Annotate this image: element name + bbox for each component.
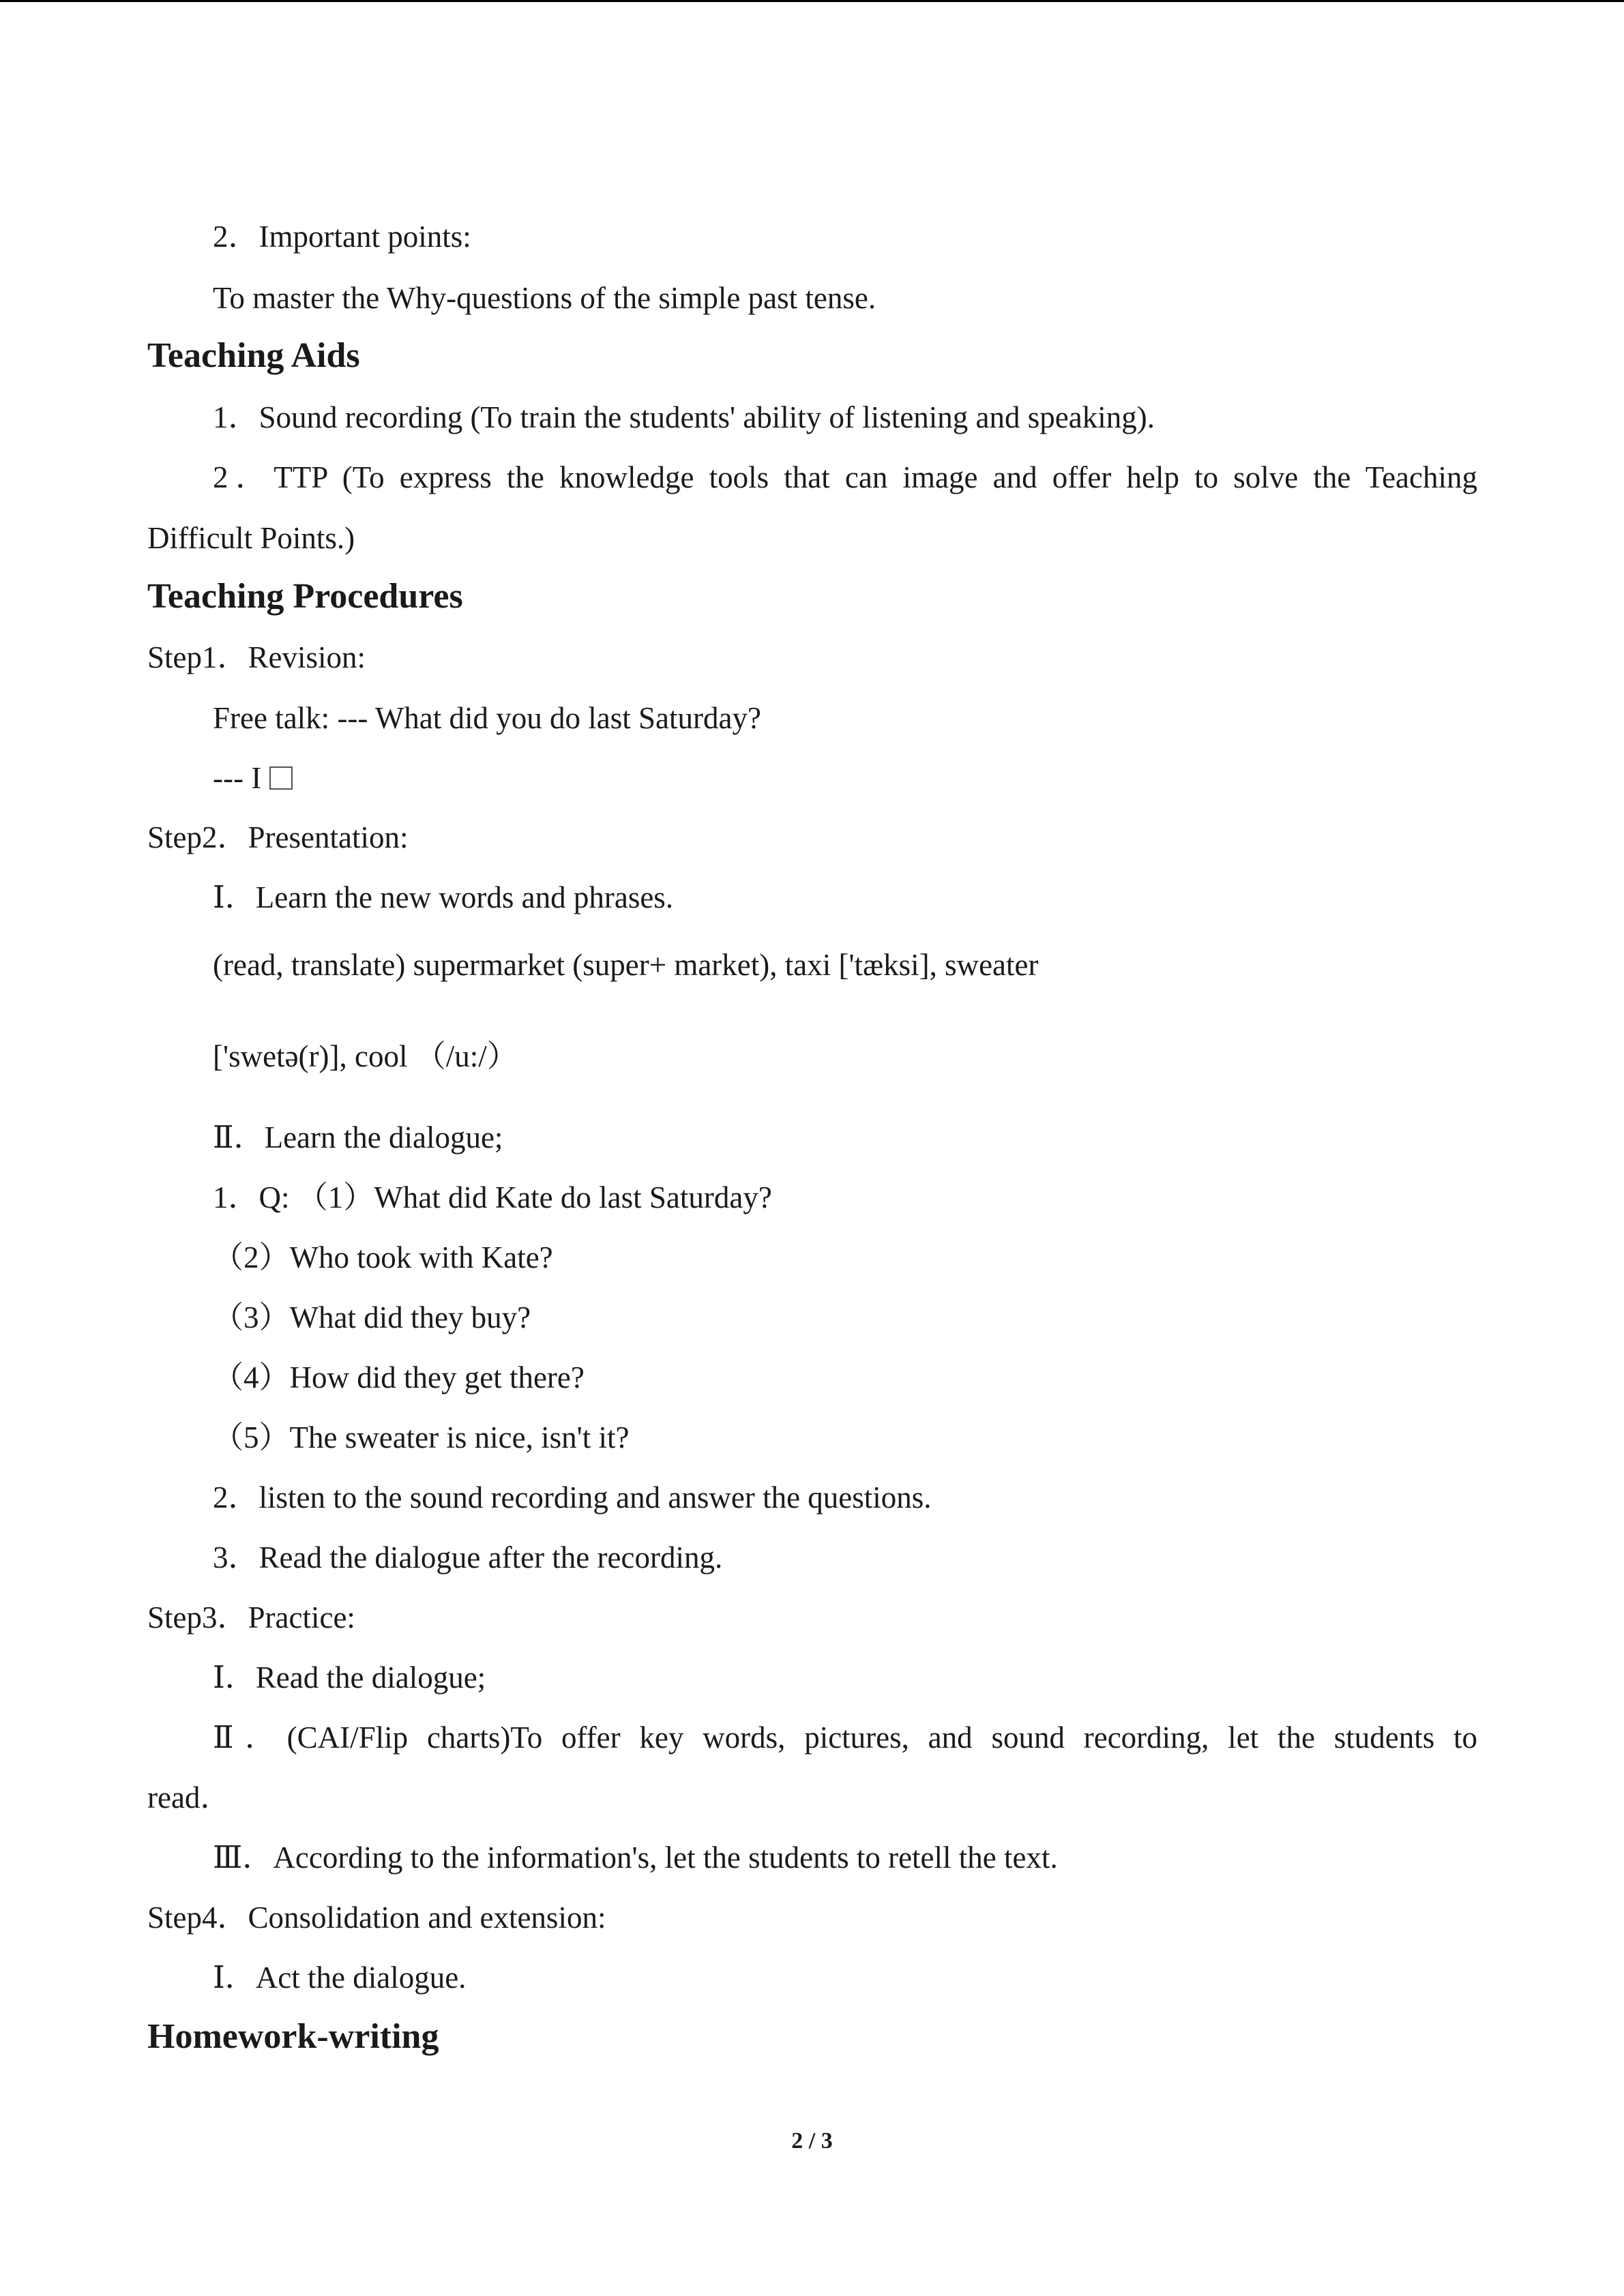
step2-title: Step2．Presentation: bbox=[147, 820, 409, 854]
important-points-label: 2．Important points: bbox=[213, 220, 471, 254]
placeholder-box-icon bbox=[269, 766, 293, 790]
consolidation-part-1: Ⅰ．Act the dialogue. bbox=[213, 1960, 467, 1995]
read-after-recording: 3．Read the dialogue after the recording. bbox=[213, 1540, 723, 1575]
heading-teaching-procedures: Teaching Procedures bbox=[147, 577, 463, 616]
presentation-part-2: Ⅱ．Learn the dialogue; bbox=[213, 1120, 503, 1154]
practice-part-3: Ⅲ．According to the information's, let the students to retell the text. bbox=[213, 1840, 1058, 1875]
question-3: （3）What did they buy? bbox=[213, 1300, 531, 1335]
aid-item-1: 1．Sound recording (To train the students' ability of listening and speaking). bbox=[213, 400, 1155, 434]
question-4: （4）How did they get there? bbox=[213, 1360, 585, 1395]
free-talk-question: Free talk: --- What did you do last Saturday? bbox=[213, 701, 761, 735]
aid-item-2: 2．TTP (To express the knowledge tools that can image and offer help to solve the Teaching bbox=[213, 460, 1477, 494]
new-words-line-1: (read, translate) supermarket (super+ market), taxi ['tæksi], sweater bbox=[213, 948, 1039, 982]
step3-title: Step3．Practice: bbox=[147, 1600, 355, 1635]
question-5: （5）The sweater is nice, isn't it? bbox=[213, 1420, 630, 1455]
practice-part-2: Ⅱ．(CAI/Flip charts)To offer key words, pictures, and sound recording, let the students to bbox=[213, 1720, 1477, 1755]
important-points-text: To master the Why-questions of the simple past tense. bbox=[213, 281, 876, 315]
free-talk-answer-text: --- I bbox=[213, 761, 262, 795]
practice-part-1: Ⅰ．Read the dialogue; bbox=[213, 1660, 486, 1695]
aid-item-2-continued: Difficult Points.) bbox=[147, 521, 355, 555]
question-1: 1．Q: （1）What did Kate do last Saturday? bbox=[213, 1180, 772, 1214]
heading-teaching-aids: Teaching Aids bbox=[147, 336, 360, 375]
page-footer bbox=[0, 2128, 1624, 2155]
free-talk-answer bbox=[213, 758, 293, 799]
page-number: 2 / 3 bbox=[791, 2128, 833, 2153]
step1-title: Step1．Revision: bbox=[147, 640, 366, 674]
practice-part-2-continued: read． bbox=[147, 1780, 231, 1815]
new-words-line-2: ['swetə(r)], cool （/u:/） bbox=[213, 1039, 518, 1073]
presentation-part-1: Ⅰ．Learn the new words and phrases. bbox=[213, 880, 674, 914]
listen-instruction: 2．listen to the sound recording and answer the questions. bbox=[213, 1480, 932, 1515]
heading-homework: Homework-writing bbox=[147, 2017, 439, 2056]
step4-title: Step4．Consolidation and extension: bbox=[147, 1900, 606, 1935]
question-2: （2）Who took with Kate? bbox=[213, 1240, 553, 1274]
